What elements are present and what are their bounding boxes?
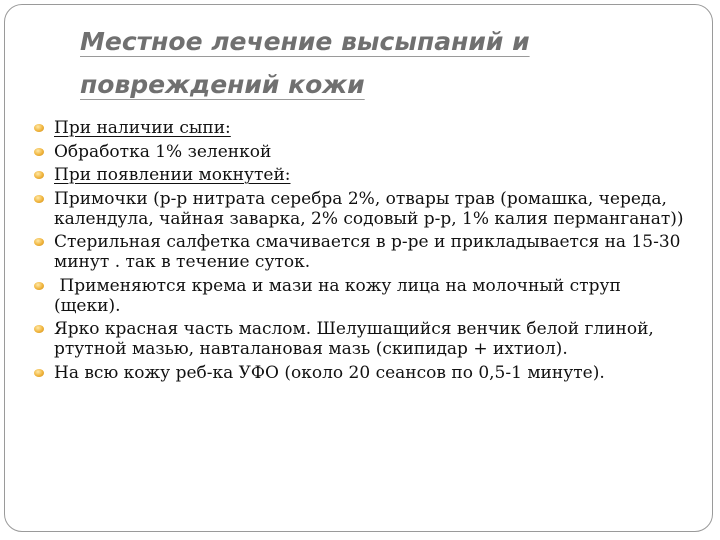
- bullet-icon: [34, 195, 44, 203]
- bullet-item-uv: [34, 363, 684, 383]
- bullet-text: Ярко красная часть маслом. Шелушащийся венчик белой глиной, ртутной мазью, навталановая мазь (скипидар + ихтиол).: [54, 319, 654, 359]
- bullet-icon: [34, 238, 44, 246]
- bullet-text: Примочки (р-р нитрата серебра 2%, отвары трав (ромашка, череда, календула, чайная заварка, 2% содовый р-р, 1% калия перманганат)): [54, 188, 684, 229]
- bullet-item-lotions: [34, 189, 684, 229]
- title-line-1: Местное лечение высыпаний и: [80, 27, 530, 56]
- bullet-icon: [34, 124, 44, 132]
- bullet-item-oil: [34, 319, 684, 359]
- bullet-text: При появлении мокнутей:: [54, 165, 291, 185]
- slide-title: [80, 20, 640, 106]
- bullet-icon: [34, 148, 44, 156]
- bullet-icon: [34, 369, 44, 377]
- bullet-item-weeping: [34, 165, 684, 185]
- bullet-item-rash: [34, 118, 684, 138]
- bullet-list: [34, 118, 684, 386]
- bullet-text: При наличии сыпи:: [54, 118, 231, 138]
- bullet-text: Стерильная салфетка смачивается в р-ре и прикладывается на 15-30 минут . так в течение суток.: [54, 232, 681, 272]
- title-line-2: повреждений кожи: [80, 70, 365, 99]
- bullet-item-napkin: [34, 232, 684, 272]
- bullet-text: Обработка 1% зеленкой: [54, 141, 272, 162]
- bullet-icon: [34, 282, 44, 290]
- bullet-item-green: [34, 142, 684, 162]
- bullet-text: На всю кожу реб-ка УФО (около 20 сеансов по 0,5-1 минуте).: [54, 362, 605, 383]
- bullet-icon: [34, 171, 44, 179]
- bullet-icon: [34, 325, 44, 333]
- bullet-text: Применяются крема и мази на кожу лица на молочный струп (щеки).: [54, 275, 621, 316]
- bullet-item-creams: [34, 276, 684, 316]
